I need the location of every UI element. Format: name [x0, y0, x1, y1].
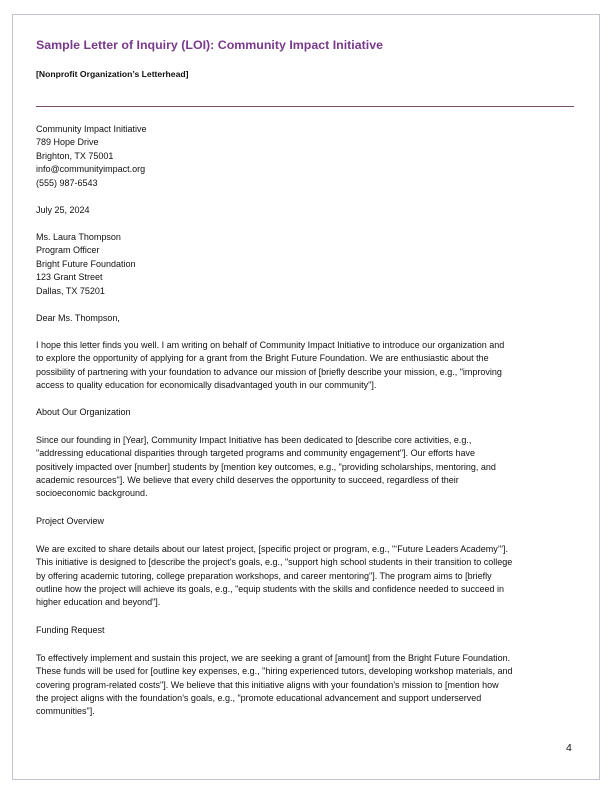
sender-line: Brighton, TX 75001 — [36, 150, 114, 161]
about-paragraph — [36, 434, 581, 500]
date-text: July 25, 2024 — [36, 205, 90, 215]
recipient-address-block — [36, 231, 136, 298]
paragraph-line: This initiative is designed to [describe the project’s goals, e.g., "support high school students in their transition to college — [36, 557, 513, 568]
paragraph-line: outline how the project will achieve its goals, e.g., "equip students with the skills and confidence needed to succeed in — [36, 583, 504, 594]
paragraph-line: by offering academic tutoring, college preparation workshops, and career mentoring"]. The program aims to [briefly — [36, 570, 492, 581]
paragraph-line: These funds will be used for [outline key expenses, e.g., "hiring experienced tutors, developing workshop materials, and — [36, 666, 513, 677]
project-paragraph — [36, 543, 581, 609]
paragraph-line: to explore the opportunity of applying for a grant from the Bright Future Foundation. We are enthusiastic about the — [36, 353, 489, 364]
paragraph-line: communities"]. — [36, 706, 95, 717]
paragraph-line: access to quality education for economically disadvantaged youth in our community"]. — [36, 379, 377, 390]
paragraph-line: possibility of partnering with your foundation to advance our mission of [briefly describe your mission, e.g., "improving — [36, 366, 502, 377]
sender-line: 789 Hope Drive — [36, 137, 99, 148]
salutation-text: Dear Ms. Thompson, — [36, 313, 120, 323]
recipient-line: Program Officer — [36, 245, 100, 256]
paragraph-line: I hope this letter finds you well. I am writing on behalf of Community Impact Initiative to introduce our organization and — [36, 340, 505, 350]
header-divider — [36, 106, 574, 107]
sender-line: info@communityimpact.org — [36, 164, 146, 175]
paragraph-line: the project aligns with the foundation’s goals, e.g., "promote educational advancement and support underserved — [36, 692, 482, 703]
paragraph-line: To effectively implement and sustain this project, we are seeking a grant of [amount] from the Bright Future Foundation. — [36, 653, 511, 663]
page-number: 4 — [566, 742, 572, 754]
paragraph-line: "addressing educational disparities through targeted programs and community engagement"]. Our efforts have — [36, 448, 475, 459]
sender-line: (555) 987-6543 — [36, 177, 98, 188]
paragraph-line: Since our founding in [Year], Community Impact Initiative has been dedicated to [describe core activities, e.g., — [36, 435, 472, 445]
paragraph-line: academic resources"]. We believe that every child deserves the opportunity to succeed, regardless of their — [36, 474, 459, 485]
recipient-line: Ms. Laura Thompson — [36, 232, 121, 242]
sender-line: Community Impact Initiative — [36, 124, 147, 134]
letter-date — [36, 204, 90, 217]
section-heading-about: About Our Organization — [36, 407, 131, 417]
funding-paragraph — [36, 652, 581, 718]
paragraph-line: We are excited to share details about our latest project, [specific project or program, e.g., "‘Future Leaders Academy’"]. — [36, 544, 508, 554]
paragraph-line: higher education and beyond"]. — [36, 597, 161, 608]
sender-address-block — [36, 123, 147, 190]
recipient-line: Bright Future Foundation — [36, 258, 136, 269]
recipient-line: Dallas, TX 75201 — [36, 285, 105, 296]
document-title: Sample Letter of Inquiry (LOI): Community Impact Initiative — [36, 38, 383, 52]
section-heading-funding: Funding Request — [36, 625, 105, 635]
section-heading-project: Project Overview — [36, 516, 105, 526]
paragraph-line: covering program-related costs"]. We believe that this initiative aligns with your foundation’s mission to [mention how — [36, 679, 499, 690]
salutation — [36, 312, 120, 325]
paragraph-line: socioeconomic background. — [36, 488, 148, 499]
intro-paragraph — [36, 339, 581, 392]
letterhead-placeholder: [Nonprofit Organization’s Letterhead] — [36, 69, 189, 79]
recipient-line: 123 Grant Street — [36, 272, 103, 283]
paragraph-line: positively impacted over [number] students by [mention key outcomes, e.g., "providing scholarships, mentoring, and — [36, 461, 496, 472]
